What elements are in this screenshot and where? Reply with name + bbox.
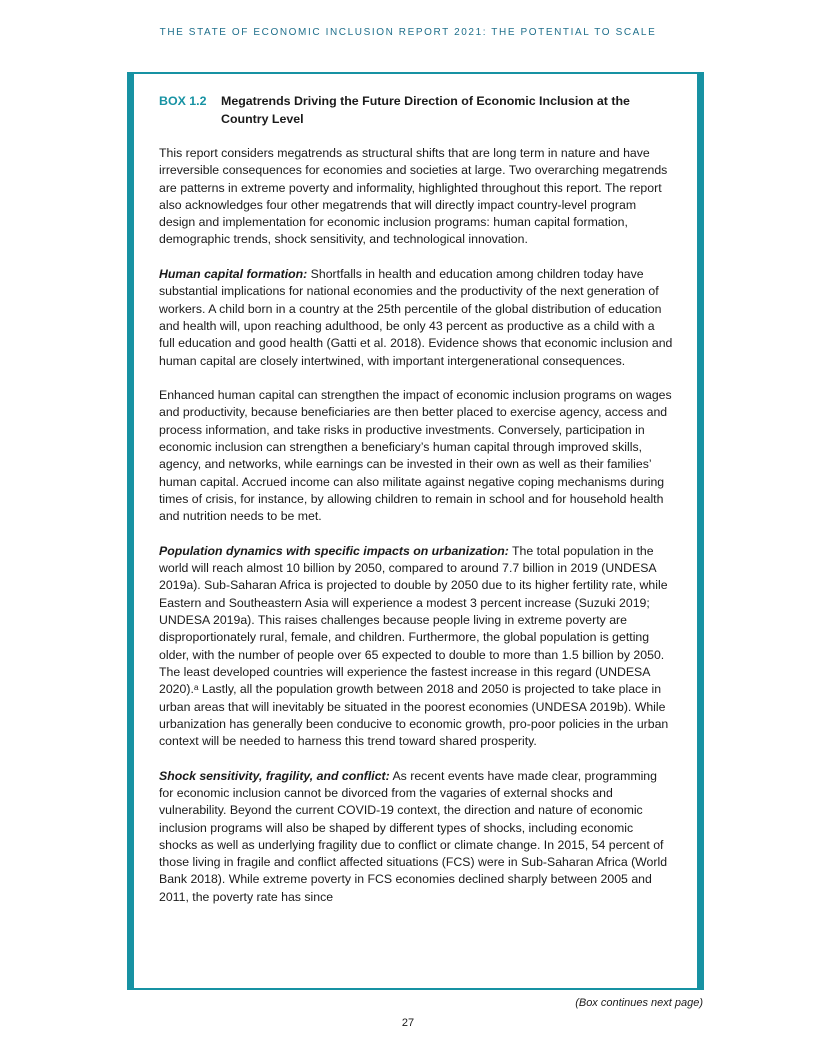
running-header: THE STATE OF ECONOMIC INCLUSION REPORT 2021: THE POTENTIAL TO SCALE <box>159 27 657 38</box>
paragraph-lead: Shock sensitivity, fragility, and conflict: <box>159 768 390 783</box>
paragraph-text: The total population in the world will reach almost 10 billion by 2050, compared to around 7.7 billion in 2019 (UNDESA 2019a). Sub-Saharan Africa is projected to double by 2050 due to its higher fertility rate, while Eastern and Southeastern Asia will experience a modest 3 percent increase (Suzuki 2019; UNDESA 2019a). This raises challenges because people living in extreme poverty are disproportionately rural, female, and children. Furthermore, the global population is getting older, with the number of people over 65 expected to double to more than 1.5 billion by 2050. The least developed countries will experience the fastest increase in this regard (UNDESA 2020).ᵃ Lastly, all the population growth between 2018 and 2050 is projected to take place in urban areas that will inevitably be situated in the poorest economies (UNDESA 2019b). While urbanization has generally been conducive to economic growth, pro-poor policies in the urban context will be needed to harness this trend toward shared prosperity. <box>159 543 669 749</box>
paragraph-population-dynamics <box>159 543 673 751</box>
paragraph-lead: Human capital formation: <box>159 267 308 282</box>
paragraph-text: As recent events have made clear, programming for economic inclusion cannot be divorced from the vagaries of external shocks and vulnerability. Beyond the current COVID-19 context, the direction and nature of economic inclusion programs will also be shaped by different types of shocks, including economic shocks as well as underlying fragility due to conflict or climate change. In 2015, 54 percent of those living in fragile and conflict affected situations (FCS) were in Sub-Saharan Africa (World Bank 2018). While extreme poverty in FCS economies declined sharply between 2005 and 2011, the poverty rate has since <box>159 768 668 904</box>
page-number: 27 <box>401 1017 415 1029</box>
paragraph-text: This report considers megatrends as structural shifts that are long term in nature and have irreversible consequences for economies and societies at large. Two overarching megatrends are patterns in extreme poverty and informality, highlighted throughout this report. The report also acknowledges four other megatrends that will directly impact country-level program design and implementation for economic inclusion programs: human capital formation, demographic trends, shock sensitivity, and technological innovation. <box>159 146 668 247</box>
box-body <box>159 145 673 923</box>
box-continues-note: (Box continues next page) <box>575 997 703 1009</box>
paragraph-intro <box>159 145 673 249</box>
paragraph-human-capital <box>159 266 673 370</box>
paragraph-enhanced-human-capital <box>159 387 673 525</box>
box-heading: Megatrends Driving the Future Direction of Economic Inclusion at the Country Level <box>221 94 630 126</box>
paragraph-shock-sensitivity <box>159 768 673 906</box>
paragraph-lead: Population dynamics with specific impacts on urbanization: <box>159 543 509 558</box>
paragraph-text: Shortfalls in health and education among children today have substantial implications for national economies and the productivity of the next generation of workers. A child born in a country at the 25th percentile of the global distribution of education and health will, upon reaching adulthood, be only 43 percent as productive as a child with a full education and good health (Gatti et al. 2018). Evidence shows that economic inclusion and human capital are closely intertwined, with important intergenerational consequences. <box>159 267 673 368</box>
box-label: BOX 1.2 <box>159 94 207 108</box>
paragraph-text: Enhanced human capital can strengthen the impact of economic inclusion programs on wages and productivity, because beneficiaries are then better placed to exercise agency, access and process information, and take risks in productive investments. Conversely, participation in economic inclusion can strengthen a beneficiary’s human capital through improved skills, agency, and networks, while earnings can be invested in their own as well as their families’ human capital. Accrued income can also militate against negative coping mechanisms during times of crisis, for instance, by allowing children to remain in school and for household health and nutrition needs to be met. <box>159 388 672 524</box>
